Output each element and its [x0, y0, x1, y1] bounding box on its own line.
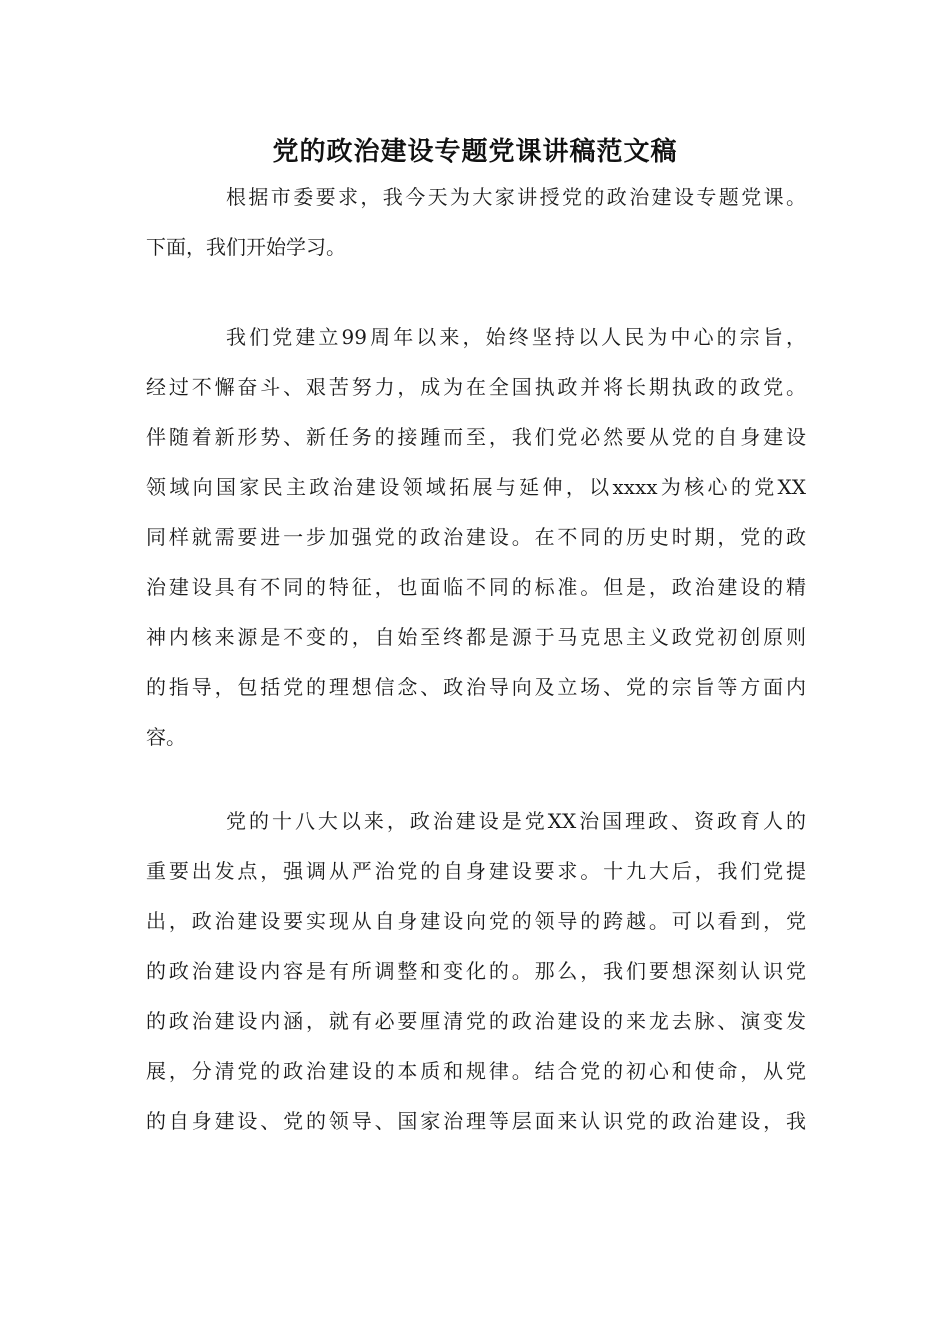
paragraph-2-line-9: 容。	[146, 725, 186, 749]
paragraph-3-line-3: 出，政治建设要实现从自身建设向党的领导的跨越。可以看到，党	[146, 909, 806, 933]
paragraph-2-line-3: 伴随着新形势、新任务的接踵而至，我们党必然要从党的自身建设	[146, 425, 806, 449]
paragraph-3-line-5: 的政治建设内涵，就有必要厘清党的政治建设的来龙去脉、演变发	[146, 1009, 806, 1033]
paragraph-2-line-8: 的指导，包括党的理想信念、政治导向及立场、党的宗旨等方面内	[146, 675, 806, 699]
paragraph-2-line-7: 神内核来源是不变的，自始至终都是源于马克思主义政党初创原则	[146, 625, 806, 649]
paragraph-3-line-1: 党的十八大以来，政治建设是党XX治国理政、资政育人的	[226, 809, 806, 833]
paragraph-2-line-1: 我们党建立99周年以来，始终坚持以人民为中心的宗旨，	[226, 325, 806, 349]
paragraph-2-line-5: 同样就需要进一步加强党的政治建设。在不同的历史时期，党的政	[146, 525, 806, 549]
paragraph-3-line-7: 的自身建设、党的领导、国家治理等层面来认识党的政治建设，我	[146, 1109, 806, 1133]
paragraph-3-line-6: 展，分清党的政治建设的本质和规律。结合党的初心和使命，从党	[146, 1059, 806, 1083]
paragraph-2-line-4: 领域向国家民主政治建设领域拓展与延伸，以xxxx为核心的党XX	[146, 475, 806, 499]
paragraph-3-line-2: 重要出发点，强调从严治党的自身建设要求。十九大后，我们党提	[146, 859, 806, 883]
paragraph-1-line-1: 根据市委要求，我今天为大家讲授党的政治建设专题党课。	[226, 185, 806, 209]
document-title: 党的政治建设专题党课讲稿范文稿	[272, 137, 678, 167]
paragraph-1-line-2: 下面，我们开始学习。	[146, 235, 346, 259]
paragraph-2-line-6: 治建设具有不同的特征，也面临不同的标准。但是，政治建设的精	[146, 575, 806, 599]
paragraph-2-line-2: 经过不懈奋斗、艰苦努力，成为在全国执政并将长期执政的政党。	[146, 375, 806, 399]
paragraph-3-line-4: 的政治建设内容是有所调整和变化的。那么，我们要想深刻认识党	[146, 959, 806, 983]
